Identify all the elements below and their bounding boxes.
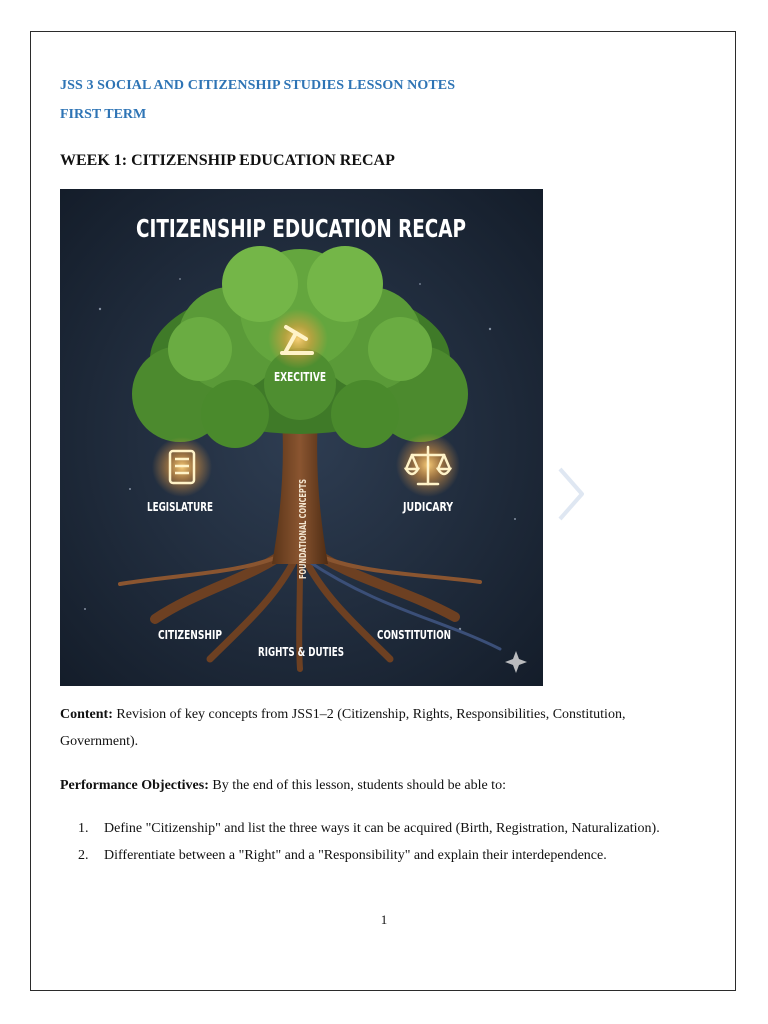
citizenship-tree-illustration <box>60 189 543 686</box>
week-heading: WEEK 1: CITIZENSHIP EDUCATION RECAP <box>60 152 395 169</box>
executive-emblem <box>268 309 328 369</box>
content-label: Content: <box>60 707 113 722</box>
legislature-emblem <box>152 437 212 497</box>
judiciary-emblem <box>396 433 460 497</box>
content-text: Revision of key concepts from JSS1–2 (Citizenship, Rights, Responsibilities, Constitution, Government). <box>60 707 626 749</box>
performance-text: By the end of this lesson, students should be able to: <box>208 778 506 793</box>
label-constitution: CONSTITUTION <box>377 628 451 642</box>
label-legislature: LEGISLATURE <box>147 500 213 514</box>
objectives-list <box>60 815 660 869</box>
label-judiciary: JUDICARY <box>402 500 454 514</box>
chevron-right-icon[interactable] <box>540 464 586 524</box>
label-rights-duties: RIGHTS & DUTIES <box>258 645 344 659</box>
list-item <box>60 842 660 869</box>
list-item-text: Define "Citizenship" and list the three ways it can be acquired (Birth, Registration, Naturalization). <box>104 821 660 836</box>
list-item <box>60 815 660 842</box>
label-foundational-concepts: FOUNDATIONAL CONCEPTS <box>298 427 309 579</box>
document-title: JSS 3 SOCIAL AND CITIZENSHIP STUDIES LESSON NOTES <box>60 78 456 93</box>
performance-label: Performance Objectives: <box>60 778 209 793</box>
list-item-text: Differentiate between a "Right" and a "Responsibility" and explain their interdependence. <box>104 848 607 863</box>
performance-objectives-paragraph <box>60 772 660 799</box>
list-item-number: 1. <box>78 821 89 836</box>
page-number: 1 <box>380 912 388 927</box>
label-citizenship: CITIZENSHIP <box>158 628 223 642</box>
illustration-heading: CITIZENSHIP EDUCATION RECAP <box>136 214 466 243</box>
document-subtitle: FIRST TERM <box>60 107 147 122</box>
content-paragraph <box>60 701 660 755</box>
label-executive: EXECITIVE <box>274 370 326 384</box>
list-item-number: 2. <box>78 848 89 863</box>
